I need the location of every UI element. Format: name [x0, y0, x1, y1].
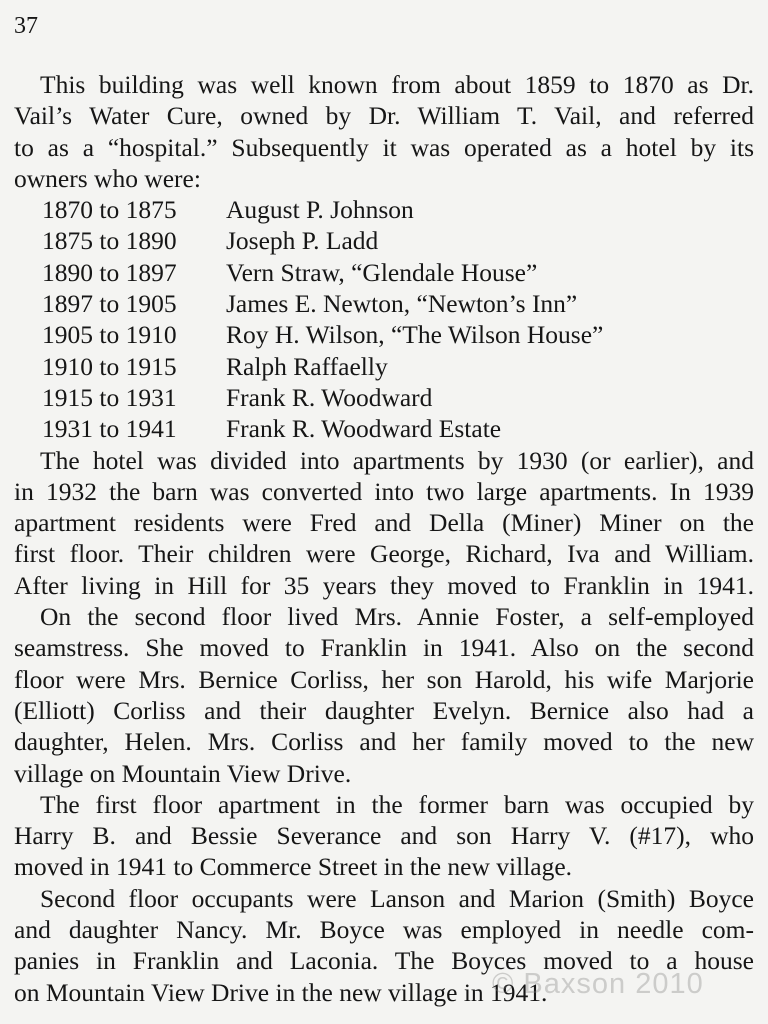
owner-years: 1910 to 1915: [42, 351, 177, 381]
owner-name: August P. Johnson: [226, 195, 414, 225]
owner-row: [14, 382, 754, 413]
owner-years: 1915 to 1931: [42, 382, 177, 412]
owner-row: [14, 288, 754, 319]
watermark: © Baxson 2010: [492, 968, 704, 1000]
paragraph-line: (Elliott) Corliss and their daughter Evelyn. Bernice also had a: [14, 695, 754, 725]
owner-years: 1875 to 1890: [42, 226, 177, 256]
paragraph-line: Harry B. and Bessie Severance and son Harry V. (#17), who: [14, 821, 754, 851]
body-text: [14, 69, 754, 1008]
owner-row: [14, 413, 754, 444]
owner-years: 1905 to 1910: [42, 320, 177, 350]
paragraph-line: daughter, Helen. Mrs. Corliss and her family moved to the new: [14, 727, 754, 757]
paragraph-line: on Mountain View Drive in the new village in 1941.: [14, 977, 548, 1007]
owner-name: Roy H. Wilson, “The Wilson House”: [226, 320, 604, 350]
owner-list: [14, 194, 754, 444]
owner-years: 1931 to 1941: [42, 414, 177, 444]
paragraph-line: Second floor occupants were Lanson and Marion (Smith) Boyce: [40, 883, 754, 913]
paragraph-line: floor were Mrs. Bernice Corliss, her son Harold, his wife Marjorie: [14, 664, 754, 694]
owner-years: 1897 to 1905: [42, 289, 177, 319]
paragraph-line: panies in Franklin and Laconia. The Boyces moved to a house: [14, 946, 754, 976]
owner-name: Frank R. Woodward: [226, 382, 433, 412]
owner-row: [14, 225, 754, 256]
intro-line: to as a “hospital.” Subsequently it was operated as a hotel by its: [14, 132, 754, 162]
owner-row: [14, 351, 754, 382]
paragraph-line: first floor. Their children were George, Richard, Iva and William.: [14, 539, 754, 569]
owner-row: [14, 319, 754, 350]
owner-name: Ralph Raffaelly: [226, 351, 388, 381]
paragraph-line: in 1932 the barn was converted into two large apartments. In 1939: [14, 476, 754, 506]
intro-line: Vail’s Water Cure, owned by Dr. William T. Vail, and referred: [14, 101, 754, 131]
paragraph-line: The hotel was divided into apartments by 1930 (or earlier), and: [40, 445, 754, 475]
intro-line: owners who were:: [14, 163, 201, 193]
owner-years: 1870 to 1875: [42, 195, 177, 225]
owner-row: [14, 257, 754, 288]
owner-name: Joseph P. Ladd: [226, 226, 379, 256]
intro-line: This building was well known from about 1859 to 1870 as Dr.: [40, 70, 754, 99]
page-number: 37: [14, 13, 38, 39]
paragraph-line: moved in 1941 to Commerce Street in the new village.: [14, 852, 573, 882]
paragraph-line: seamstress. She moved to Franklin in 1941. Also on the second: [14, 633, 754, 663]
paragraph-line: and daughter Nancy. Mr. Boyce was employed in needle com-: [14, 915, 754, 945]
owner-name: Vern Straw, “Glendale House”: [226, 257, 538, 287]
paragraph-line: village on Mountain View Drive.: [14, 758, 352, 788]
owner-years: 1890 to 1897: [42, 257, 177, 287]
paragraph-line: On the second floor lived Mrs. Annie Foster, a self-employed: [40, 602, 754, 632]
paragraph-line: After living in Hill for 35 years they moved to Franklin in 1941.: [14, 570, 754, 600]
owner-name: James E. Newton, “Newton’s Inn”: [226, 289, 578, 319]
owner-row: [14, 194, 754, 225]
paragraph-line: apartment residents were Fred and Della (Miner) Miner on the: [14, 508, 754, 538]
paragraph-line: The first floor apartment in the former barn was occupied by: [40, 789, 754, 819]
owner-name: Frank R. Woodward Estate: [226, 414, 502, 444]
